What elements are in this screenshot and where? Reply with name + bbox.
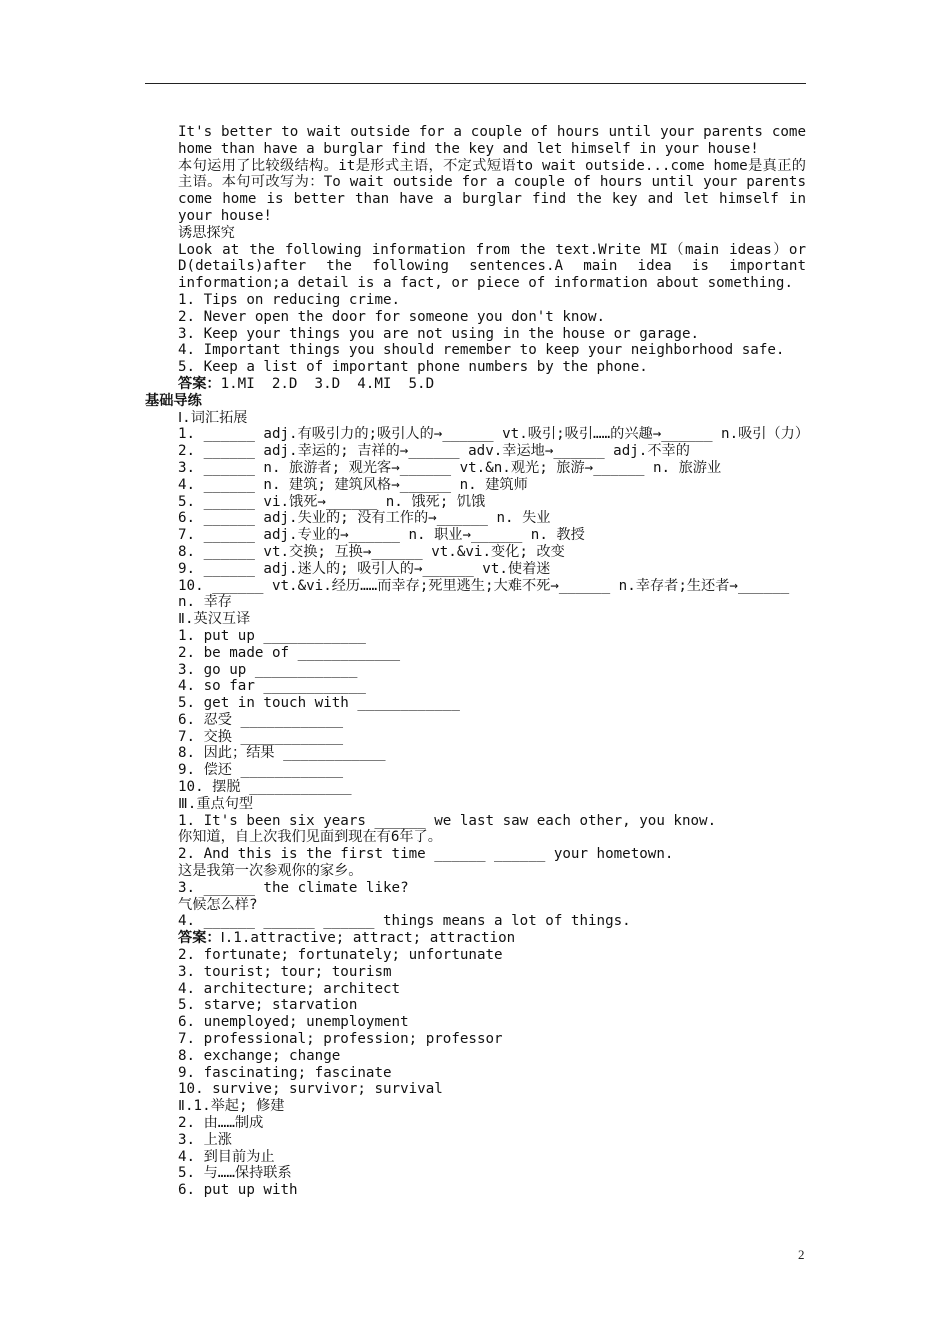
list-item: 7. ______ adj.专业的→______ n. 职业→______ n. 教授 <box>178 527 585 544</box>
sentences-list <box>145 813 806 931</box>
section-title: 基础导练 <box>145 392 202 409</box>
list-item: 4. architecture; architect <box>178 980 401 997</box>
list-item: 2. 由……制成 <box>178 1115 264 1132</box>
list-item: 7. professional; profession; professor <box>178 1031 503 1048</box>
list-item: 3. 上涨 <box>178 1131 232 1148</box>
list-item: 6. 忍受 ____________ <box>178 711 344 728</box>
translate-list <box>145 628 806 796</box>
list-item: 9. fascinating; fascinate <box>178 1064 392 1081</box>
list-item: Ⅱ.1.举起; 修建 <box>178 1098 285 1115</box>
answer-text: Ⅰ.1.attractive; attract; attraction <box>220 930 516 947</box>
list-item: 10. survive; survivor; survival <box>178 1081 443 1098</box>
list-item: 10. ______ vt.&vi.经历……而幸存;死里逃生;大难不死→______ n.幸存者;生还者→______ n. 幸存 <box>178 577 798 611</box>
list-item: 1. put up ____________ <box>178 627 366 644</box>
sentence-note: 本句运用了比较级结构。it是形式主语，不定式短语to wait outside...come home是真正的主语。本句可改写为：To wait outside for a couple of hours until your parents come home is better than have a burglar find the key and let himself in your house! <box>178 157 815 224</box>
page-content <box>145 124 815 1199</box>
list-item: 你知道，自上次我们见面到现在有6年了。 <box>178 829 442 846</box>
list-item: 气候怎么样? <box>178 896 258 913</box>
list-item: 5. get in touch with ____________ <box>178 695 460 712</box>
list-item: 4. ______ n. 建筑; 建筑风格→______ n. 建筑师 <box>178 476 528 493</box>
list-item: 4. so far ____________ <box>178 678 366 695</box>
list-item: 2. ______ adj.幸运的; 吉祥的→______ adv.幸运地→______ adj.不幸的 <box>178 443 690 460</box>
list-item: 8. 因此；结果 ____________ <box>178 745 386 762</box>
list-item: 5. Keep a list of important phone numbers by the phone. <box>178 359 648 376</box>
vocab-heading: Ⅰ.词汇拓展 <box>178 409 248 426</box>
list-item: 8. ______ vt.交换; 互换→______ vt.&vi.变化; 改变 <box>178 543 565 560</box>
list-item: 6. ______ adj.失业的; 没有工作的→______ n. 失业 <box>178 510 551 527</box>
list-item: 5. 与……保持联系 <box>178 1165 292 1182</box>
list-item: 4. ______ ______ ______ things means a lot of things. <box>178 913 631 930</box>
list-item: 8. exchange; change <box>178 1047 341 1064</box>
list-item: 6. put up with <box>178 1182 298 1199</box>
list-item: 4. Important things you should remember to keep your neighborhood safe. <box>178 342 785 359</box>
sentences-heading: Ⅲ.重点句型 <box>178 795 254 812</box>
answer-label: 答案： <box>178 930 221 947</box>
explore-answer <box>145 376 806 393</box>
vocab-list <box>145 426 810 611</box>
answers-translate-list <box>145 1098 806 1199</box>
list-item: 1. It's been six years ______ we last saw each other, you know. <box>178 812 717 829</box>
list-item: 这是我第一次参观你的家乡。 <box>178 863 363 880</box>
list-item: 6. unemployed; unemployment <box>178 1014 409 1031</box>
explore-instruction: Look at the following information from the text.Write MI（main ideas）or D(details)after the following sentences.A main idea is important information;a detail is a fact, or piece of information about something. <box>178 241 815 292</box>
list-item: 2. And this is the first time ______ ______ your hometown. <box>178 846 674 863</box>
explore-heading: 诱思探究 <box>178 224 235 241</box>
list-item: 5. starve; starvation <box>178 997 358 1014</box>
list-item: 2. Never open the door for someone you don't know. <box>178 308 606 325</box>
explore-list <box>145 292 806 376</box>
list-item: 3. ______ the climate like? <box>178 879 409 896</box>
list-item: 9. ______ adj.迷人的; 吸引人的→______ vt.使着迷 <box>178 560 551 577</box>
list-item: 1. Tips on reducing crime. <box>178 291 401 308</box>
list-item: 3. ______ n. 旅游者; 观光客→______ vt.&n.观光; 旅游→______ n. 旅游业 <box>178 459 722 476</box>
list-item: 5. ______ vi.饿死→______ n. 饿死; 饥饿 <box>178 493 486 510</box>
list-item: 3. go up ____________ <box>178 661 358 678</box>
list-item: 3. Keep your things you are not using in the house or garage. <box>178 325 700 342</box>
answers-first-line <box>145 930 806 947</box>
list-item: 3. tourist; tour; tourism <box>178 963 392 980</box>
list-item: 7. 交换 ____________ <box>178 728 344 745</box>
list-item: 2. be made of ____________ <box>178 644 401 661</box>
list-item: 4. 到目前为止 <box>178 1148 275 1165</box>
list-item: 1. ______ adj.有吸引力的;吸引人的→______ vt.吸引;吸引……的兴趣→______ n.吸引（力） <box>178 426 810 443</box>
translate-heading: Ⅱ.英汉互译 <box>178 611 251 628</box>
sentence-english: It's better to wait outside for a couple of hours until your parents come home than have a burglar find the key and let himself in your house! <box>178 124 815 157</box>
header-rule <box>145 83 806 84</box>
list-item: 10. 摆脱 ____________ <box>178 779 352 796</box>
answer-text: 1.MI 2.D 3.D 4.MI 5.D <box>220 375 435 392</box>
list-item: 2. fortunate; fortunately; unfortunate <box>178 947 503 964</box>
page-number: 2 <box>798 1247 805 1262</box>
answer-label: 答案： <box>178 375 221 392</box>
answers-vocab-list <box>145 947 806 1098</box>
list-item: 9. 偿还 ____________ <box>178 762 344 779</box>
